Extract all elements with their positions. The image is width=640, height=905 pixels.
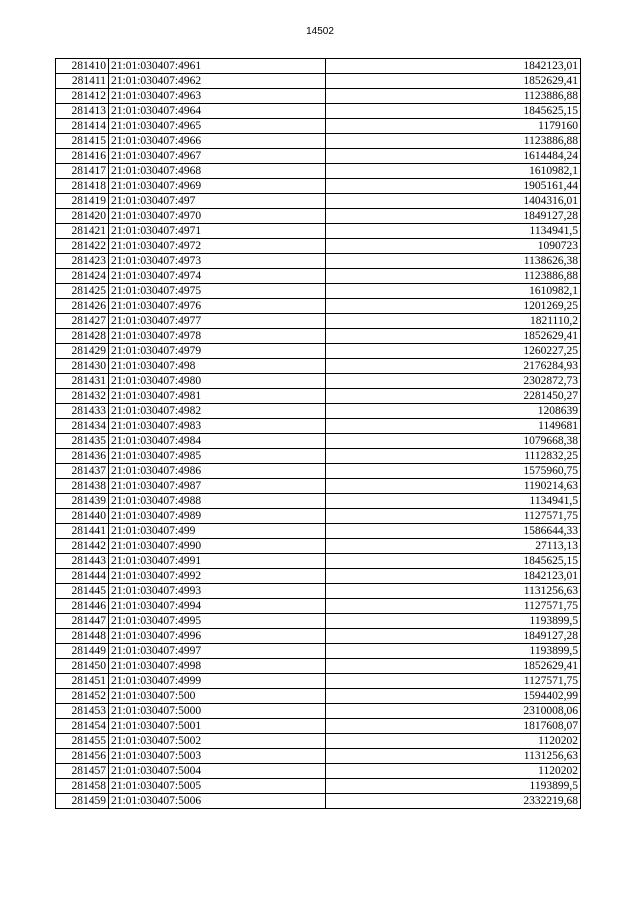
table-row	[56, 134, 581, 149]
cadastral-number: 21:01:030407:4976	[109, 299, 326, 314]
cadastral-value: 1610982,1	[326, 284, 581, 299]
cadastral-value: 1127571,75	[326, 674, 581, 689]
cadastral-value: 1190214,63	[326, 479, 581, 494]
row-number: 281451	[56, 674, 109, 689]
cadastral-number: 21:01:030407:497	[109, 194, 326, 209]
cadastral-value: 1594402,99	[326, 689, 581, 704]
cadastral-number: 21:01:030407:4986	[109, 464, 326, 479]
row-number: 281432	[56, 389, 109, 404]
cadastral-value: 2310008,06	[326, 704, 581, 719]
page-number: 14502	[306, 26, 334, 37]
row-number: 281425	[56, 284, 109, 299]
cadastral-value: 1090723	[326, 239, 581, 254]
table-row	[56, 659, 581, 674]
table-row	[56, 539, 581, 554]
cadastral-number: 21:01:030407:4996	[109, 629, 326, 644]
cadastral-value: 1845625,15	[326, 554, 581, 569]
cadastral-number: 21:01:030407:4987	[109, 479, 326, 494]
table-row	[56, 749, 581, 764]
row-number: 281433	[56, 404, 109, 419]
cadastral-number: 21:01:030407:4995	[109, 614, 326, 629]
row-number: 281438	[56, 479, 109, 494]
table-row	[56, 269, 581, 284]
table-row	[56, 509, 581, 524]
cadastral-value: 1208639	[326, 404, 581, 419]
cadastral-value: 2302872,73	[326, 374, 581, 389]
cadastral-number: 21:01:030407:5002	[109, 734, 326, 749]
cadastral-number: 21:01:030407:4985	[109, 449, 326, 464]
cadastral-value: 1193899,5	[326, 779, 581, 794]
cadastral-number: 21:01:030407:4977	[109, 314, 326, 329]
cadastral-number: 21:01:030407:4994	[109, 599, 326, 614]
row-number: 281415	[56, 134, 109, 149]
row-number: 281441	[56, 524, 109, 539]
cadastral-value: 1134941,5	[326, 224, 581, 239]
cadastral-number: 21:01:030407:4963	[109, 89, 326, 104]
table-row	[56, 329, 581, 344]
cadastral-number: 21:01:030407:4975	[109, 284, 326, 299]
row-number: 281448	[56, 629, 109, 644]
row-number: 281436	[56, 449, 109, 464]
row-number: 281435	[56, 434, 109, 449]
cadastral-value: 1905161,44	[326, 179, 581, 194]
row-number: 281455	[56, 734, 109, 749]
row-number: 281427	[56, 314, 109, 329]
cadastral-value: 1821110,2	[326, 314, 581, 329]
cadastral-number: 21:01:030407:4992	[109, 569, 326, 584]
row-number: 281426	[56, 299, 109, 314]
table-row	[56, 359, 581, 374]
cadastral-value: 1852629,41	[326, 659, 581, 674]
row-number: 281452	[56, 689, 109, 704]
cadastral-value: 1127571,75	[326, 599, 581, 614]
row-number: 281447	[56, 614, 109, 629]
table-row	[56, 419, 581, 434]
cadastral-number: 21:01:030407:5001	[109, 719, 326, 734]
row-number: 281424	[56, 269, 109, 284]
table-row	[56, 644, 581, 659]
row-number: 281442	[56, 539, 109, 554]
cadastral-value: 1131256,63	[326, 749, 581, 764]
cadastral-number: 21:01:030407:4991	[109, 554, 326, 569]
cadastral-value: 1120202	[326, 764, 581, 779]
table-row	[56, 584, 581, 599]
table-row	[56, 689, 581, 704]
row-number: 281421	[56, 224, 109, 239]
row-number: 281410	[56, 59, 109, 74]
table-row	[56, 164, 581, 179]
cadastral-number: 21:01:030407:4978	[109, 329, 326, 344]
cadastral-number: 21:01:030407:4984	[109, 434, 326, 449]
table-body	[56, 59, 581, 809]
cadastral-number: 21:01:030407:4972	[109, 239, 326, 254]
cadastral-number: 21:01:030407:4967	[109, 149, 326, 164]
table-row	[56, 374, 581, 389]
cadastral-value: 1120202	[326, 734, 581, 749]
table-row	[56, 179, 581, 194]
cadastral-value: 1123886,88	[326, 134, 581, 149]
table-row	[56, 89, 581, 104]
row-number: 281411	[56, 74, 109, 89]
cadastral-value: 1127571,75	[326, 509, 581, 524]
cadastral-number: 21:01:030407:4971	[109, 224, 326, 239]
cadastral-value: 1123886,88	[326, 269, 581, 284]
row-number: 281450	[56, 659, 109, 674]
row-number: 281458	[56, 779, 109, 794]
table-row	[56, 239, 581, 254]
cadastral-number: 21:01:030407:4964	[109, 104, 326, 119]
cadastral-number: 21:01:030407:4968	[109, 164, 326, 179]
cadastral-value: 1575960,75	[326, 464, 581, 479]
cadastral-number: 21:01:030407:5000	[109, 704, 326, 719]
cadastral-number: 21:01:030407:4979	[109, 344, 326, 359]
table-row	[56, 434, 581, 449]
table-row	[56, 224, 581, 239]
cadastral-value: 1614484,24	[326, 149, 581, 164]
row-number: 281456	[56, 749, 109, 764]
cadastral-value: 2281450,27	[326, 389, 581, 404]
table-row	[56, 719, 581, 734]
table-row	[56, 284, 581, 299]
table-row	[56, 449, 581, 464]
cadastral-number: 21:01:030407:5005	[109, 779, 326, 794]
table-row	[56, 194, 581, 209]
cadastral-number: 21:01:030407:4965	[109, 119, 326, 134]
cadastral-value: 1842123,01	[326, 59, 581, 74]
table-row	[56, 59, 581, 74]
row-number: 281437	[56, 464, 109, 479]
row-number: 281417	[56, 164, 109, 179]
cadastral-value: 1193899,5	[326, 644, 581, 659]
cadastral-value: 1404316,01	[326, 194, 581, 209]
cadastral-value: 1849127,28	[326, 629, 581, 644]
cadastral-value: 1131256,63	[326, 584, 581, 599]
cadastral-number: 21:01:030407:4961	[109, 59, 326, 74]
cadastral-number: 21:01:030407:4989	[109, 509, 326, 524]
cadastral-number: 21:01:030407:4969	[109, 179, 326, 194]
cadastral-value: 1149681	[326, 419, 581, 434]
row-number: 281413	[56, 104, 109, 119]
table-row	[56, 119, 581, 134]
row-number: 281418	[56, 179, 109, 194]
table-row	[56, 389, 581, 404]
cadastral-value: 1817608,07	[326, 719, 581, 734]
cadastral-number: 21:01:030407:4970	[109, 209, 326, 224]
row-number: 281446	[56, 599, 109, 614]
table-row	[56, 794, 581, 809]
table-row	[56, 554, 581, 569]
row-number: 281430	[56, 359, 109, 374]
table-row	[56, 314, 581, 329]
table-row	[56, 629, 581, 644]
table-row	[56, 569, 581, 584]
row-number: 281457	[56, 764, 109, 779]
table-row	[56, 74, 581, 89]
cadastral-number: 21:01:030407:4997	[109, 644, 326, 659]
row-number: 281459	[56, 794, 109, 809]
table-row	[56, 704, 581, 719]
row-number: 281440	[56, 509, 109, 524]
row-number: 281431	[56, 374, 109, 389]
cadastral-number: 21:01:030407:4982	[109, 404, 326, 419]
row-number: 281423	[56, 254, 109, 269]
cadastral-value: 1134941,5	[326, 494, 581, 509]
cadastral-number: 21:01:030407:498	[109, 359, 326, 374]
cadastral-value: 2332219,68	[326, 794, 581, 809]
row-number: 281412	[56, 89, 109, 104]
row-number: 281420	[56, 209, 109, 224]
table-row	[56, 404, 581, 419]
cadastral-value: 1586644,33	[326, 524, 581, 539]
table-row	[56, 599, 581, 614]
table-row	[56, 674, 581, 689]
cadastral-value: 1138626,38	[326, 254, 581, 269]
cadastral-value: 1193899,5	[326, 614, 581, 629]
cadastral-value: 1849127,28	[326, 209, 581, 224]
cadastral-number: 21:01:030407:4966	[109, 134, 326, 149]
row-number: 281434	[56, 419, 109, 434]
cadastral-value-table	[55, 58, 581, 809]
cadastral-number: 21:01:030407:4990	[109, 539, 326, 554]
cadastral-number: 21:01:030407:4973	[109, 254, 326, 269]
row-number: 281416	[56, 149, 109, 164]
row-number: 281414	[56, 119, 109, 134]
row-number: 281419	[56, 194, 109, 209]
cadastral-number: 21:01:030407:5006	[109, 794, 326, 809]
row-number: 281439	[56, 494, 109, 509]
row-number: 281449	[56, 644, 109, 659]
cadastral-value: 1079668,38	[326, 434, 581, 449]
cadastral-value: 1842123,01	[326, 569, 581, 584]
row-number: 281453	[56, 704, 109, 719]
cadastral-number: 21:01:030407:4974	[109, 269, 326, 284]
table-row	[56, 779, 581, 794]
cadastral-number: 21:01:030407:4980	[109, 374, 326, 389]
table-row	[56, 149, 581, 164]
cadastral-number: 21:01:030407:4988	[109, 494, 326, 509]
table-row	[56, 734, 581, 749]
cadastral-number: 21:01:030407:4998	[109, 659, 326, 674]
cadastral-value: 27113,13	[326, 539, 581, 554]
table-row	[56, 764, 581, 779]
row-number: 281444	[56, 569, 109, 584]
cadastral-value: 1845625,15	[326, 104, 581, 119]
table-row	[56, 464, 581, 479]
table-row	[56, 494, 581, 509]
cadastral-value: 1201269,25	[326, 299, 581, 314]
row-number: 281443	[56, 554, 109, 569]
cadastral-number: 21:01:030407:5004	[109, 764, 326, 779]
row-number: 281428	[56, 329, 109, 344]
cadastral-number: 21:01:030407:4999	[109, 674, 326, 689]
cadastral-number: 21:01:030407:4962	[109, 74, 326, 89]
table-row	[56, 524, 581, 539]
table-row	[56, 479, 581, 494]
cadastral-number: 21:01:030407:5003	[109, 749, 326, 764]
row-number: 281445	[56, 584, 109, 599]
cadastral-number: 21:01:030407:4981	[109, 389, 326, 404]
row-number: 281454	[56, 719, 109, 734]
cadastral-value: 1260227,25	[326, 344, 581, 359]
cadastral-value: 1610982,1	[326, 164, 581, 179]
cadastral-value: 1112832,25	[326, 449, 581, 464]
table-row	[56, 104, 581, 119]
cadastral-value: 1852629,41	[326, 74, 581, 89]
table-row	[56, 299, 581, 314]
cadastral-value: 1179160	[326, 119, 581, 134]
table-row	[56, 209, 581, 224]
cadastral-number: 21:01:030407:4993	[109, 584, 326, 599]
cadastral-value: 1123886,88	[326, 89, 581, 104]
cadastral-number: 21:01:030407:499	[109, 524, 326, 539]
row-number: 281422	[56, 239, 109, 254]
table-row	[56, 254, 581, 269]
table-row	[56, 344, 581, 359]
cadastral-value: 1852629,41	[326, 329, 581, 344]
row-number: 281429	[56, 344, 109, 359]
cadastral-value: 2176284,93	[326, 359, 581, 374]
table-row	[56, 614, 581, 629]
cadastral-number: 21:01:030407:500	[109, 689, 326, 704]
cadastral-number: 21:01:030407:4983	[109, 419, 326, 434]
